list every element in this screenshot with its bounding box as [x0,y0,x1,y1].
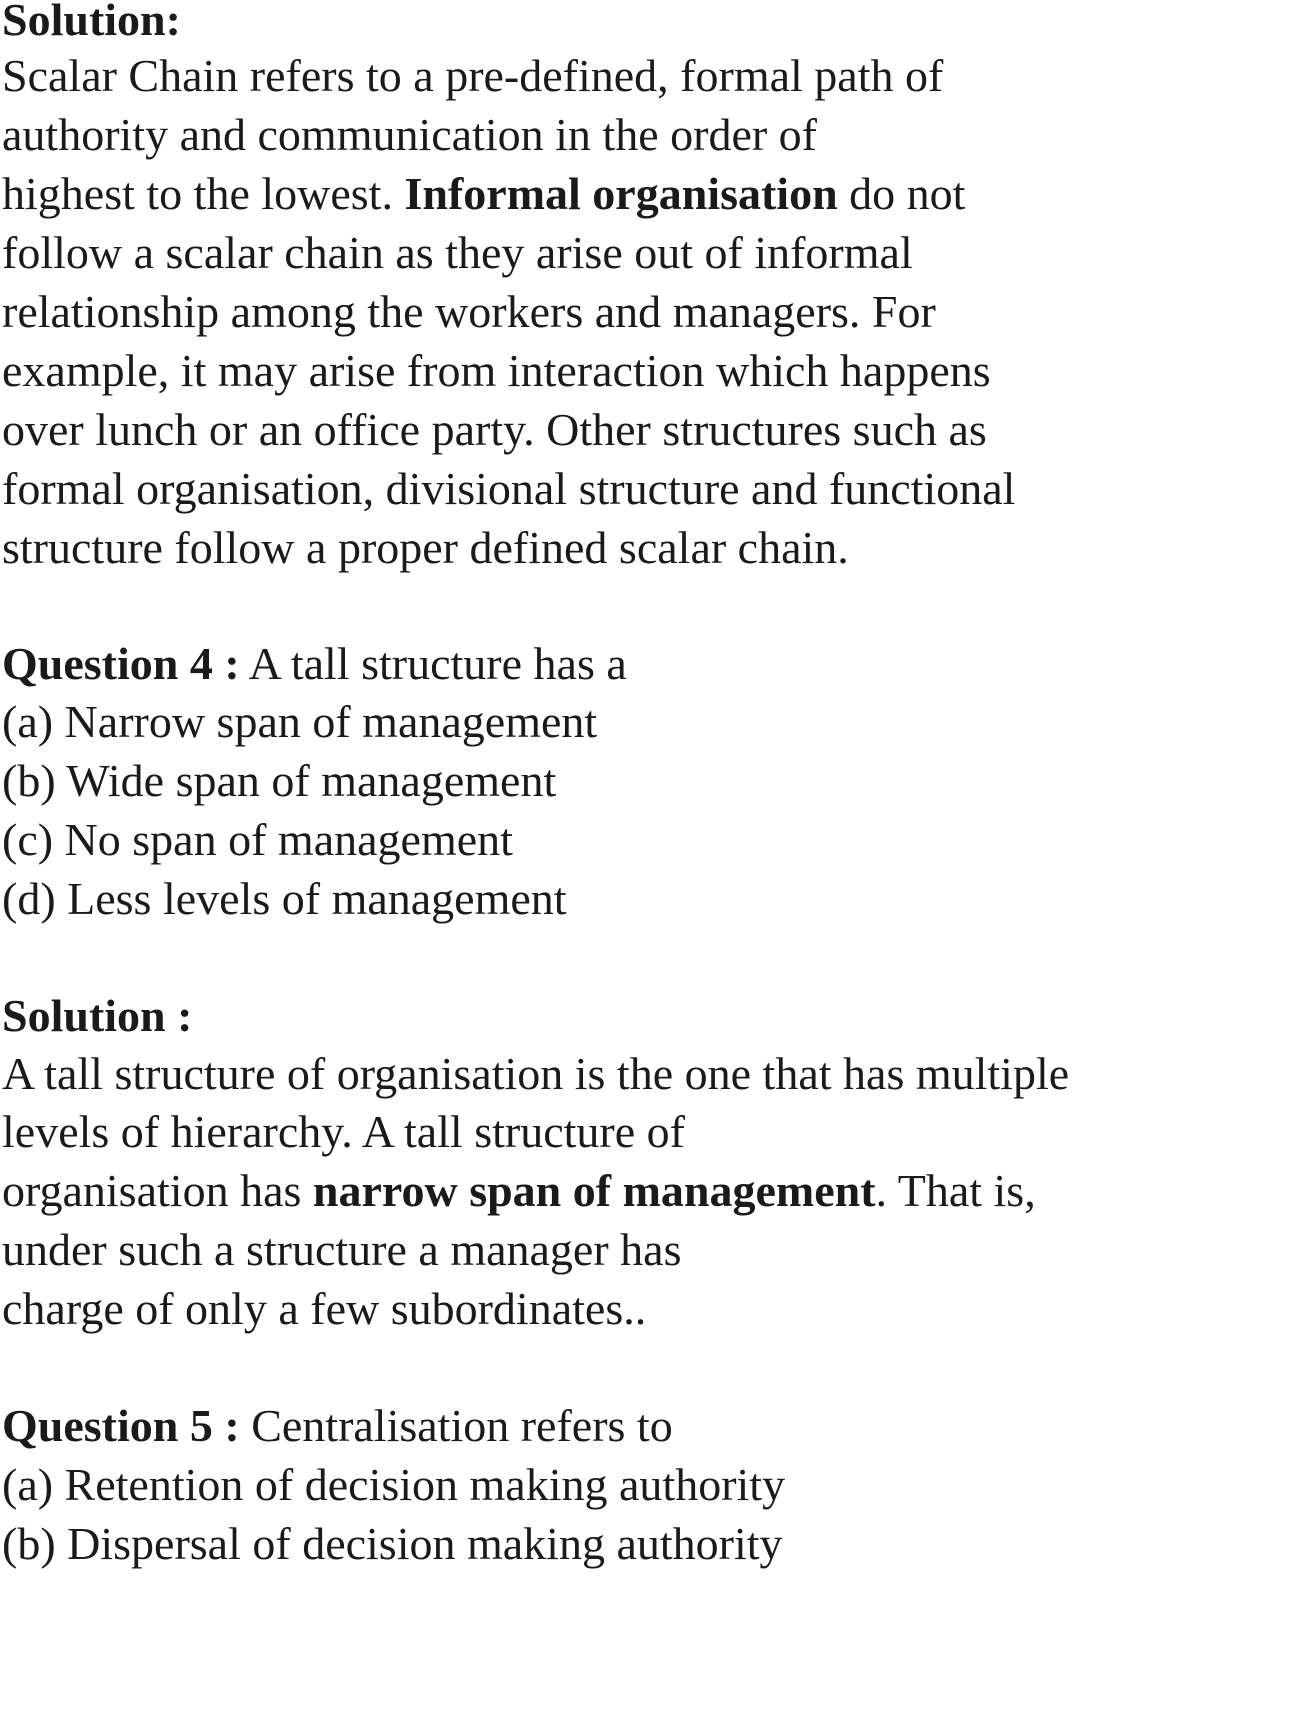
option-d: (d) Less levels of management [2,873,567,924]
option-a: (a) Narrow span of management [2,696,598,747]
paragraph-line: structure follow a proper defined scalar chain. [2,522,849,573]
paragraph-line: follow a scalar chain as they arise out of informal [2,227,913,278]
option-a: (a) Retention of decision making authority [2,1459,786,1510]
paragraph-line: under such a structure a manager has [2,1224,682,1275]
bold-term: Informal organisation [404,168,838,219]
question-label: Question 5 : [2,1400,240,1451]
text-span: do not [837,168,966,219]
option-c: (c) No span of management [2,814,513,865]
bold-term: narrow span of management [312,1165,876,1216]
paragraph-line: over lunch or an office party. Other structures such as [2,404,987,455]
solution-heading: Solution: [2,0,181,45]
paragraph-line: authority and communication in the order of [2,109,817,160]
paragraph-line [2,164,965,224]
text-span: . That is, [875,1165,1036,1216]
option-b: (b) Dispersal of decision making authority [2,1518,783,1569]
paragraph-line: Scalar Chain refers to a pre-defined, formal path of [2,50,944,101]
paragraph-line: levels of hierarchy. A tall structure of [2,1106,685,1157]
question-label: Question 4 : [2,638,240,689]
question-text: A tall structure has a [239,638,627,689]
question-text: Centralisation refers to [239,1400,673,1451]
solution-heading: Solution : [2,990,193,1041]
paragraph-line: A tall structure of organisation is the one that has multiple [2,1048,1070,1099]
paragraph-line: relationship among the workers and managers. For [2,286,936,337]
text-span: highest to the lowest. [2,168,405,219]
paragraph-line: charge of only a few subordinates.. [2,1283,647,1334]
question-5 [2,1396,673,1456]
question-4 [2,634,627,694]
text-span: organisation has [2,1165,313,1216]
paragraph-line: formal organisation, divisional structure and functional [2,463,1016,514]
option-b: (b) Wide span of management [2,755,557,806]
paragraph-line [2,1161,1036,1221]
paragraph-line: example, it may arise from interaction which happens [2,345,991,396]
